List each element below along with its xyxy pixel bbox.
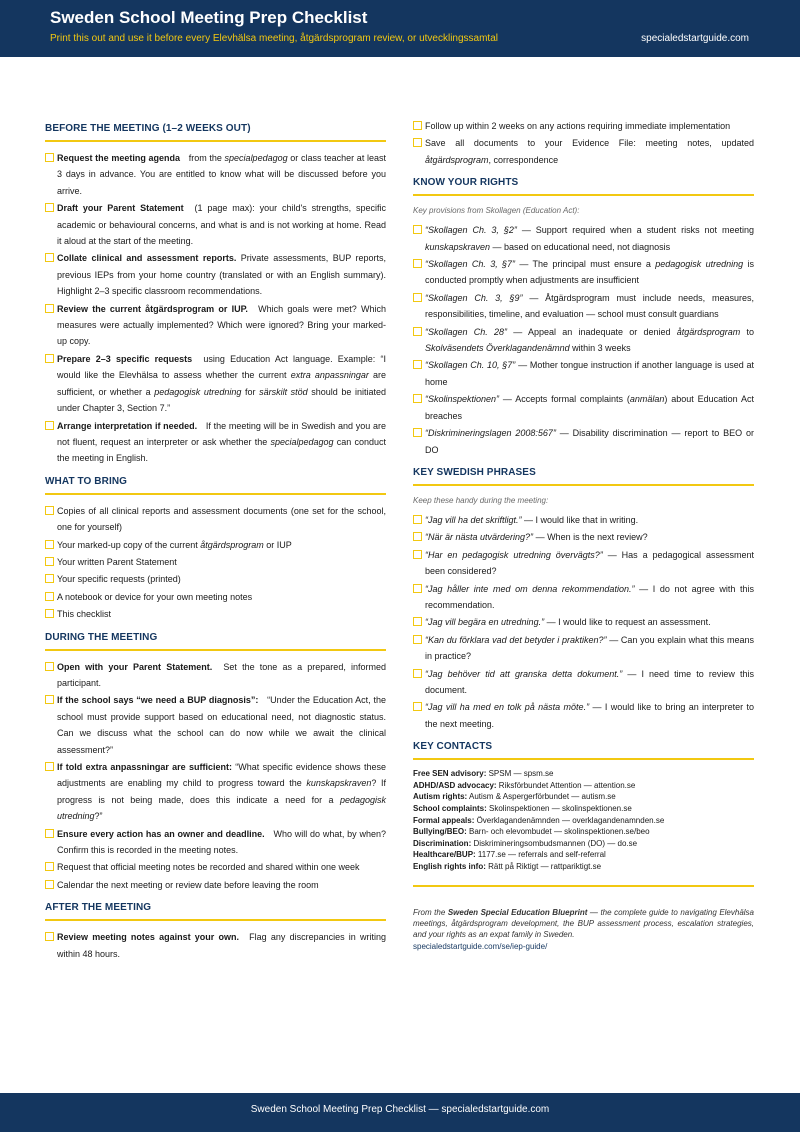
checkbox-icon[interactable] bbox=[413, 617, 422, 626]
checkbox-icon[interactable] bbox=[45, 609, 54, 618]
contact-label: Autism rights: bbox=[413, 792, 468, 802]
checklist-item-text: “När är nästa utvärdering?” — When is the next review? bbox=[425, 532, 648, 543]
checklist-item-text: Calendar the next meeting or review date before leaving the room bbox=[57, 879, 319, 890]
contact-value: Autism & Aspergerförbundet — autism.se bbox=[467, 792, 616, 802]
checkbox-icon[interactable] bbox=[45, 506, 54, 515]
checklist-item-text: “Har en pedagogisk utredning övervägts?” — Has a pedagogical assessment been considered? bbox=[425, 549, 754, 577]
contact-row bbox=[413, 849, 754, 861]
contact-value: Skolinspektionen — skolinspektionen.se bbox=[486, 803, 632, 813]
checklist-item-text: Your specific requests (printed) bbox=[57, 574, 181, 585]
checklist-item bbox=[413, 666, 754, 699]
checklist-item bbox=[45, 571, 386, 587]
checklist-item-text: Save all documents to your Evidence File: meeting notes, updated åtgärdsprogram, correspondence bbox=[425, 138, 754, 165]
section-title-after: AFTER THE MEETING bbox=[45, 897, 386, 921]
checklist-item-text: “Skollagen Ch. 3, §7” — The principal must ensure a pedagogisk utredning is conducted promptly when adjustments are insufficient bbox=[425, 259, 755, 286]
contacts-list bbox=[413, 768, 754, 872]
checklist-during bbox=[45, 659, 386, 894]
checkbox-icon[interactable] bbox=[45, 695, 54, 704]
contact-label: English rights info: bbox=[413, 861, 486, 871]
checklist-item-text: Open with your Parent Statement. Set the tone as a prepared, informed participant. bbox=[57, 661, 387, 688]
checkbox-icon[interactable] bbox=[413, 327, 422, 336]
header-site-link[interactable]: specialedstartguide.com bbox=[641, 33, 749, 44]
checklist-item bbox=[45, 351, 386, 417]
checkbox-icon[interactable] bbox=[413, 259, 422, 268]
checklist-item-text: “Skollagen Ch. 3, §2” — Support required when a student risks not meeting kunskapskraven — based on educational need, not diagnosis bbox=[425, 225, 755, 252]
checkbox-icon[interactable] bbox=[413, 121, 422, 130]
phrases-note: Keep these handy during the meeting: bbox=[413, 495, 549, 505]
contact-value: Riksförbundet Attention — attention.se bbox=[496, 780, 636, 790]
checklist-phrases bbox=[413, 512, 754, 732]
checkbox-icon[interactable] bbox=[45, 574, 54, 583]
section-title-bring: WHAT TO BRING bbox=[45, 471, 386, 495]
checklist-item bbox=[45, 859, 386, 875]
checklist-item-text: Draft your Parent Statement (1 page max): your child's strengths, specific academic or behavioural concerns, and what is and is not working at home. Read it aloud at the start of the meeting. bbox=[57, 203, 387, 247]
checkbox-icon[interactable] bbox=[45, 762, 54, 771]
checklist-item-text: “Jag vill ha det skriftligt.” — I would like that in writing. bbox=[425, 514, 639, 525]
checkbox-icon[interactable] bbox=[45, 662, 54, 671]
checklist-item bbox=[45, 554, 386, 570]
checkbox-icon[interactable] bbox=[413, 584, 422, 593]
checklist-item bbox=[413, 581, 754, 614]
left-column bbox=[45, 118, 386, 963]
checklist-item bbox=[413, 324, 754, 357]
checkbox-icon[interactable] bbox=[45, 880, 54, 889]
contact-row bbox=[413, 838, 754, 850]
checklist-item-text: “Skolinspektionen” — Accepts formal complaints (anmälan) about Education Act breaches bbox=[425, 394, 755, 421]
checklist-item-text: Collate clinical and assessment reports. Private assessments, BUP reports, previous IEPs from your home country (translated or with an English summary). Highlight 2–3 specific classroom recommendations. bbox=[57, 253, 386, 297]
section-title-contacts: KEY CONTACTS bbox=[413, 736, 754, 760]
checklist-item bbox=[413, 529, 754, 545]
contact-row bbox=[413, 815, 754, 827]
checklist-after bbox=[45, 929, 386, 962]
checkbox-icon[interactable] bbox=[45, 203, 54, 212]
checklist-item-text: A notebook or device for your own meeting notes bbox=[57, 591, 253, 602]
contact-row bbox=[413, 780, 754, 792]
checklist-item bbox=[413, 290, 754, 323]
right-column bbox=[413, 118, 754, 952]
contact-value: Rätt på Riktigt — rattpariktigt.se bbox=[485, 861, 602, 871]
blueprint-promo bbox=[413, 885, 754, 952]
page-footer: Sweden School Meeting Prep Checklist — specialedstartguide.com bbox=[0, 1093, 800, 1132]
checklist-item-text: Review meeting notes against your own. Flag any discrepancies in writing within 48 hours. bbox=[57, 932, 386, 959]
checklist-item-text: This checklist bbox=[57, 609, 112, 620]
contact-label: Healthcare/BUP: bbox=[413, 850, 476, 860]
checkbox-icon[interactable] bbox=[413, 360, 422, 369]
checkbox-icon[interactable] bbox=[45, 557, 54, 566]
contact-label: ADHD/ASD advocacy: bbox=[413, 780, 497, 790]
checklist-item-text: “Jag vill begära en utredning.” — I would like to request an assessment. bbox=[425, 617, 711, 628]
contact-row bbox=[413, 826, 754, 838]
checkbox-icon[interactable] bbox=[413, 635, 422, 644]
checklist-item bbox=[413, 135, 754, 168]
checkbox-icon[interactable] bbox=[413, 293, 422, 302]
checklist-item-text: “Skollagen Ch. 10, §7” — Mother tongue instruction if another language is used at home bbox=[425, 360, 754, 387]
contact-value: Överklagandenämnden — overklagandenamnden.se bbox=[474, 815, 665, 825]
checkbox-icon[interactable] bbox=[45, 304, 54, 313]
checklist-item bbox=[45, 589, 386, 605]
checklist-item-text: “Diskrimineringslagen 2008:567” — Disability discrimination — report to BEO or DO bbox=[425, 428, 754, 455]
blueprint-text: From the Sweden Special Education Blueprint — the complete guide to navigating Elevhälsa meetings, åtgärdsprogram development, the BUP assessment process, escalation strategies, and your rights as an expat family in Sweden. bbox=[413, 907, 755, 939]
checklist-item bbox=[413, 118, 754, 134]
checklist-rights bbox=[413, 222, 754, 458]
contact-row bbox=[413, 861, 754, 873]
checklist-bring bbox=[45, 503, 386, 623]
checkbox-icon[interactable] bbox=[413, 702, 422, 711]
checkbox-icon[interactable] bbox=[45, 354, 54, 363]
checklist-item-text: “Jag vill ha med en tolk på nästa möte.” — I would like to bring an interpreter to the next meeting. bbox=[425, 702, 755, 729]
rights-note: Key provisions from Skollagen (Education Act): bbox=[413, 206, 580, 216]
checklist-item bbox=[413, 547, 754, 580]
checkbox-icon[interactable] bbox=[45, 421, 54, 430]
checklist-item bbox=[45, 877, 386, 893]
checkbox-icon[interactable] bbox=[413, 394, 422, 403]
contact-value: SPSM — spsm.se bbox=[486, 769, 554, 779]
checklist-item bbox=[413, 425, 754, 458]
contact-label: Bullying/BEO: bbox=[413, 827, 467, 837]
contact-label: Formal appeals: bbox=[413, 815, 475, 825]
checklist-item-text: Copies of all clinical reports and assessment documents (one set for the school, one for yourself) bbox=[57, 505, 386, 533]
page-header bbox=[0, 0, 800, 57]
checklist-item-text: “Skollagen Ch. 28” — Appeal an inadequate or denied åtgärdsprogram to Skolväsendets Överklagandenämnd within 3 weeks bbox=[425, 326, 754, 354]
checklist-item bbox=[45, 200, 386, 249]
checklist-item-text: Your marked-up copy of the current åtgärdsprogram or IUP bbox=[57, 539, 292, 550]
checklist-item bbox=[45, 503, 386, 536]
checkbox-icon[interactable] bbox=[45, 829, 54, 838]
checklist-item-text: “Jag håller inte med om denna rekommendation.” — I do not agree with this recommendation. bbox=[425, 583, 754, 610]
checkbox-icon[interactable] bbox=[413, 532, 422, 541]
checklist-item bbox=[45, 826, 386, 859]
checklist-item bbox=[45, 418, 386, 467]
contact-row bbox=[413, 803, 754, 815]
checklist-item-text: “Skollagen Ch. 3, §9” — Åtgärdsprogram must include needs, measures, responsibilities, timeline, and evaluation — school must consult guardians bbox=[425, 292, 755, 320]
checkbox-icon[interactable] bbox=[413, 428, 422, 437]
checkbox-icon[interactable] bbox=[45, 540, 54, 549]
contact-value: 1177.se — referrals and self-referral bbox=[475, 850, 606, 860]
page-title: Sweden School Meeting Prep Checklist bbox=[50, 8, 368, 27]
contact-row bbox=[413, 791, 754, 803]
checklist-item bbox=[45, 759, 386, 825]
checklist-item bbox=[45, 692, 386, 758]
checklist-item bbox=[45, 659, 386, 692]
checkbox-icon[interactable] bbox=[45, 592, 54, 601]
checkbox-icon[interactable] bbox=[413, 550, 422, 559]
blueprint-link[interactable]: specialedstartguide.com/se/iep-guide/ bbox=[413, 941, 548, 951]
contact-value: Diskrimineringsombudsmannen (DO) — do.se bbox=[471, 838, 638, 848]
checklist-item bbox=[413, 512, 754, 528]
contact-label: Discrimination: bbox=[413, 838, 472, 848]
checklist-after-continued bbox=[413, 118, 754, 168]
section-title-during: DURING THE MEETING bbox=[45, 627, 386, 651]
contact-row bbox=[413, 768, 754, 780]
checklist-item-text: Follow up within 2 weeks on any actions requiring immediate implementation bbox=[425, 121, 731, 131]
checklist-item-text: “Kan du förklara vad det betyder i praktiken?” — Can you explain what this means in practice? bbox=[425, 634, 754, 662]
checklist-item-text: Review the current åtgärdsprogram or IUP. Which goals were met? Which measures were actually implemented? Which were ignored? Bring your marked-up copy. bbox=[57, 303, 386, 347]
checkbox-icon[interactable] bbox=[45, 253, 54, 262]
section-title-phrases: KEY SWEDISH PHRASES bbox=[413, 462, 754, 486]
checklist-item-text: Arrange interpretation if needed. If the meeting will be in Swedish and you are not fluent, request an interpreter or ask whether the specialpedagog can conduct the meeting in English. bbox=[57, 420, 386, 464]
checklist-item-text: Prepare 2–3 specific requests using Education Act language. Example: “I would like the Elevhälsa to assess whether the current extra anpassningar are sufficient, or whether a pedagogisk utredning for särskilt stöd should be initiated under Chapter 3, Section 7.” bbox=[57, 353, 387, 414]
checkbox-icon[interactable] bbox=[413, 669, 422, 678]
checklist-item-text: Your written Parent Statement bbox=[57, 556, 177, 567]
section-title-before: BEFORE THE MEETING (1–2 WEEKS OUT) bbox=[45, 118, 386, 142]
section-title-rights: KNOW YOUR RIGHTS bbox=[413, 172, 754, 196]
checklist-item bbox=[413, 699, 754, 732]
checklist-item bbox=[45, 150, 386, 199]
checklist-item-text: Ensure every action has an owner and deadline. Who will do what, by when? Confirm this is recorded in the meeting notes. bbox=[57, 828, 386, 856]
contact-label: Free SEN advisory: bbox=[413, 769, 487, 779]
checklist-item-text: “Jag behöver tid att granska detta dokument.” — I need time to review this document. bbox=[425, 668, 755, 695]
checklist-item bbox=[45, 929, 386, 962]
checklist-item bbox=[413, 614, 754, 630]
checkbox-icon[interactable] bbox=[45, 153, 54, 162]
checklist-item-text: If told extra anpassningar are sufficient: “What specific evidence shows these adjustments are enabling my child to progress toward the kunskapskraven? If progress is not being made, does this indicate a need for a pedagogisk utredning?” bbox=[57, 762, 386, 822]
checklist-item bbox=[413, 357, 754, 390]
checklist-item bbox=[45, 301, 386, 350]
checklist-before bbox=[45, 150, 386, 467]
checklist-item bbox=[413, 222, 754, 255]
checklist-item bbox=[413, 256, 754, 289]
checklist-item bbox=[413, 391, 754, 424]
checklist-item bbox=[45, 250, 386, 299]
checklist-item-text: Request the meeting agenda from the specialpedagog or class teacher at least 3 days in advance. You are entitled to know what will be discussed before you arrive. bbox=[57, 153, 386, 196]
checkbox-icon[interactable] bbox=[413, 225, 422, 234]
checkbox-icon[interactable] bbox=[413, 138, 422, 147]
checklist-item-text: Request that official meeting notes be recorded and shared within one week bbox=[57, 862, 360, 873]
checklist-item bbox=[45, 606, 386, 622]
checkbox-icon[interactable] bbox=[45, 932, 54, 941]
checklist-item bbox=[413, 632, 754, 665]
checklist-item bbox=[45, 537, 386, 553]
checkbox-icon[interactable] bbox=[413, 515, 422, 524]
contact-label: School complaints: bbox=[413, 803, 487, 813]
page-subtitle: Print this out and use it before every Elevhälsa meeting, åtgärdsprogram review, or utvecklingssamtal bbox=[50, 33, 498, 44]
checkbox-icon[interactable] bbox=[45, 862, 54, 871]
contact-value: Barn- och elevombudet — skolinspektionen.se/beo bbox=[466, 827, 650, 837]
checklist-item-text: If the school says “we need a BUP diagnosis”: “Under the Education Act, the school must provide support based on educational need, not diagnostic status. Can we discuss what the school can do now while we await the clinical assessment?” bbox=[57, 695, 386, 755]
